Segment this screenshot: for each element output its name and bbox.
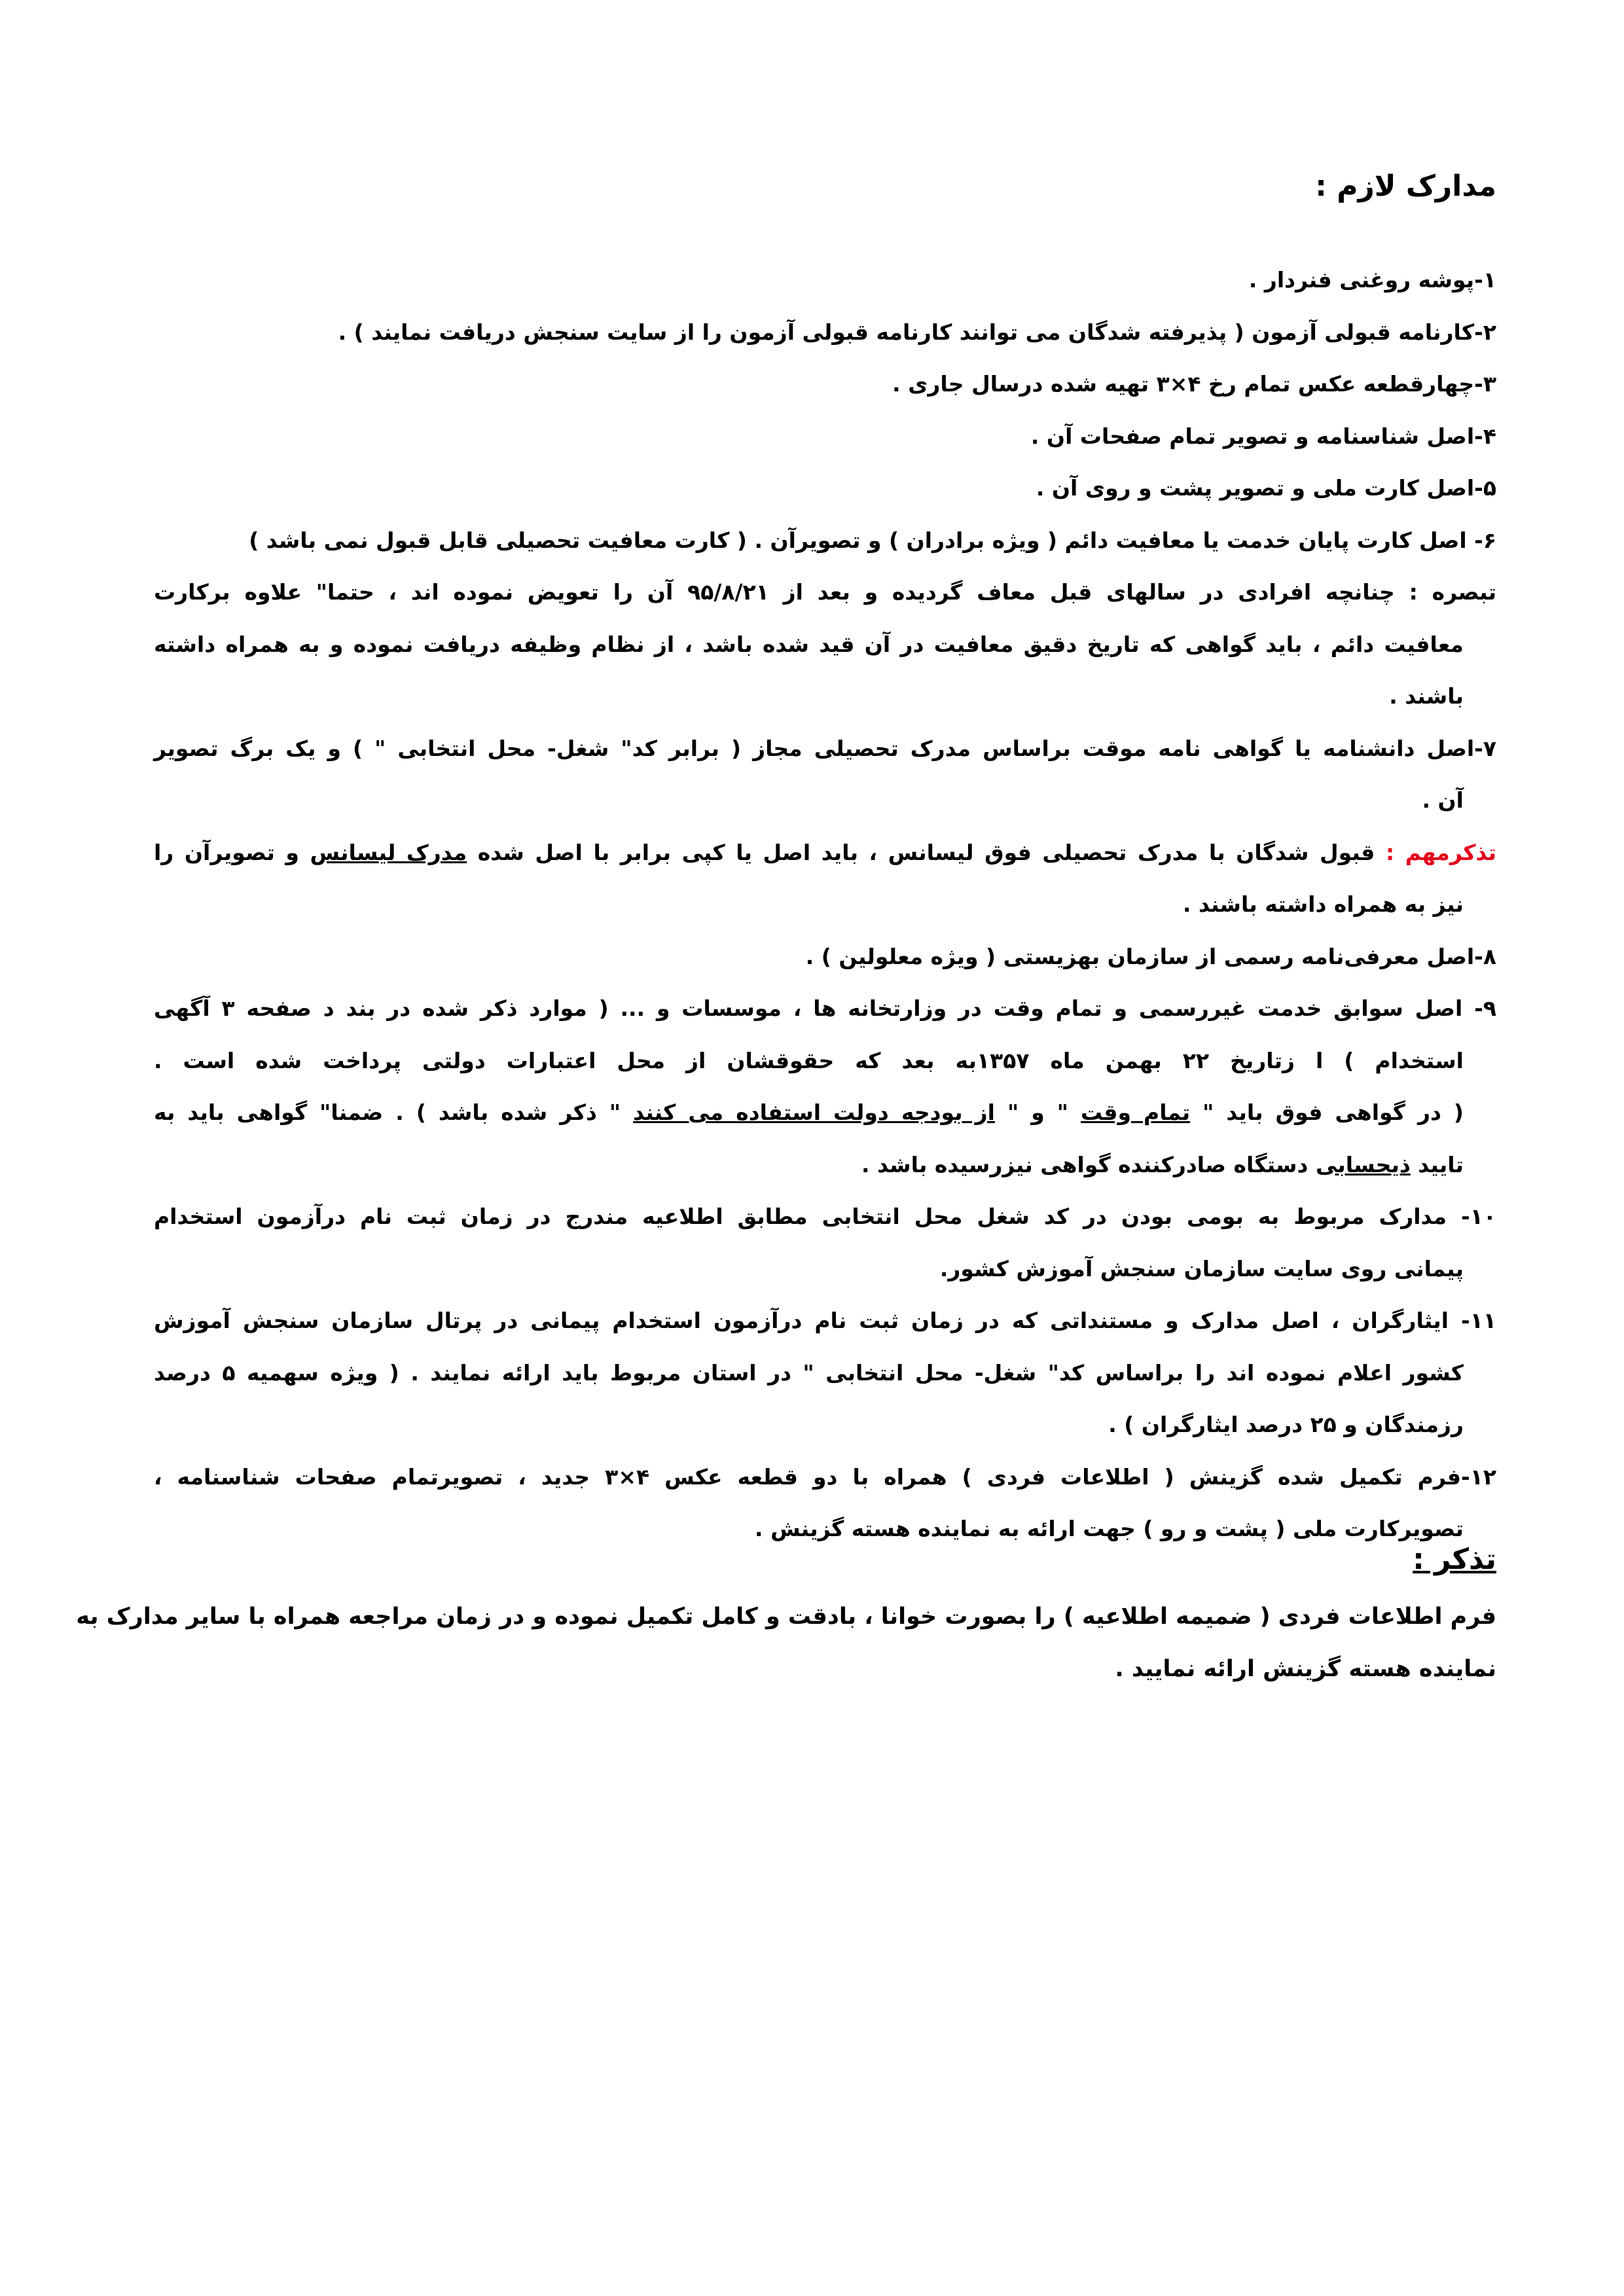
list-item-2: ۲-کارنامه قبولی آزمون ( پذیرفته شدگان می توانند کارنامه قبولی آزمون را از سایت سنجش دریافت نمایند ) .: [338, 319, 1496, 345]
footnote-line-2: معافیت دائم ، باید گواهی که تاریخ دقیق معافیت در آن قید شده باشد ، از نظام وظیفه دریافت نموده و به همراه داشته: [154, 631, 1464, 657]
list-item-12-line-2: تصویرکارت ملی ( پشت و رو ) جهت ارائه به نماینده هسته گزینش .: [755, 1516, 1464, 1541]
important-note-text-c: و تصویرآن را: [154, 839, 310, 865]
list-item-6: ۶- اصل کارت پایان خدمت یا معافیت دائم ( ویژه برادران ) و تصویرآن . ( کارت معافیت تحصیلی قابل قبول نمی باشد ): [249, 527, 1496, 553]
list-item-9-line-4: [154, 1139, 1496, 1191]
list-item-12-line-1: ۱۲-فرم تکمیل شده گزینش ( اطلاعات فردی ) همراه با دو قطعه عکس ۴×۳ جدید ، تصویرتمام صفحات شناسنامه ،: [154, 1463, 1496, 1490]
list-item-9-line-2: استخدام ) ا زتاریخ ۲۲ بهمن ماه ۱۳۵۷به بعد که حقوقشان از محل اعتبارات دولتی پرداخت شده است .: [154, 1047, 1464, 1073]
list-item-5: ۵-اصل کارت ملی و تصویر پشت و روی آن .: [1036, 475, 1496, 501]
list-item-10-line-2: پیمانی روی سایت سازمان سنجش آموزش کشور.: [939, 1255, 1464, 1282]
page-title: مدارک لازم :: [1315, 170, 1496, 203]
list-item-9-underlined-2: از بودجه دولت استفاده می کنند: [633, 1100, 995, 1125]
list-item-9-line-3: [154, 1086, 1496, 1139]
list-item-9-underlined-1: تمام وقت: [1080, 1100, 1191, 1125]
list-item-9-text-c: " و ": [994, 1100, 1081, 1125]
footnote-line-3: باشند .: [1389, 683, 1464, 709]
important-note-label: تذکرمهم :: [1385, 839, 1496, 865]
list-item-9-text-a: ( در گواهی فوق باید ": [1190, 1100, 1464, 1125]
note-title: تذکر :: [1413, 1543, 1496, 1576]
list-item-9-text-f: تایید: [1410, 1151, 1464, 1177]
list-item-8: ۸-اصل معرفی‌نامه رسمی از سازمان بهزیستی ( ویژه معلولین ) .: [805, 943, 1496, 969]
list-item-9-underlined-3: ذیحسابی: [1315, 1151, 1411, 1177]
list-item-11-line-2: کشور اعلام نموده اند را براساس کد" شغل- محل انتخابی " در استان مربوط باید ارائه نمایند . ( ویژه سهمیه ۵ درصد: [154, 1359, 1464, 1386]
list-item-11-line-3: رزمندگان و ۲۵ درصد ایثارگران ) .: [1108, 1412, 1464, 1437]
important-note-underlined: مدرک لیسانس: [310, 839, 467, 865]
note-line-1: فرم اطلاعات فردی ( ضمیمه اطلاعیه ) را بصورت خوانا ، بادقت و کامل تکمیل نموده و در زمان مراجعه همراه با سایر مدارک به: [76, 1604, 1496, 1630]
note-line-2: نماینده هسته گزینش ارائه نمایید .: [1115, 1656, 1496, 1682]
list-item-9-text-g: دستگاه صادرکننده گواهی نیزرسیده باشد .: [861, 1151, 1316, 1177]
list-item-1: ۱-پوشه روغنی فنردار .: [1248, 267, 1496, 293]
requirements-list: [154, 254, 1496, 1555]
list-item-11-line-1: ۱۱- ایثارگران ، اصل مدارک و مستنداتی که در زمان ثبت نام درآزمون استخدام پیمانی در پرتال سازمان سنجش آموزش: [154, 1308, 1496, 1333]
footnote-line-1: تبصره : چنانچه افرادی در سالهای قبل معاف گردیده و بعد از ۹۵/۸/۲۱ آن را تعویض نموده اند ، حتما" علاوه برکارت: [154, 579, 1496, 605]
list-item-7-line-1: ۷-اصل دانشنامه یا گواهی نامه موقت براساس مدرک تحصیلی مجاز ( برابر کد" شغل- محل انتخابی " ) و یک برگ تصویر: [154, 735, 1496, 761]
important-note-line-2: نیز به همراه داشته باشند .: [1182, 891, 1464, 917]
list-item-7-line-2: آن .: [1422, 787, 1464, 813]
list-item-3: ۳-چهارقطعه عکس تمام رخ ۴×۳ تهیه شده درسال جاری .: [892, 371, 1496, 397]
list-item-4: ۴-اصل شناسنامه و تصویر تمام صفحات آن .: [1030, 423, 1496, 449]
list-item-9-line-1: ۹- اصل سوابق خدمت غیررسمی و تمام وقت در وزارتخانه ها ، موسسات و ... ( موارد ذکر شده در بند د صفحه ۳ آگهی: [154, 996, 1496, 1021]
list-item-9-text-e: " ذکر شده باشد ) . ضمنا" گواهی باید به: [154, 1100, 634, 1125]
list-item-10-line-1: ۱۰- مدارک مربوط به بومی بودن در کد شغل محل انتخابی مطابق اطلاعیه مندرج در زمان ثبت نام درآزمون استخدام: [154, 1204, 1496, 1229]
important-note-text-a: قبول شدگان با مدرک تحصیلی فوق لیسانس ، باید اصل یا کپی برابر با اصل شده: [467, 839, 1386, 865]
important-note-line-1: [154, 827, 1496, 879]
note-body: [76, 1590, 1496, 1695]
